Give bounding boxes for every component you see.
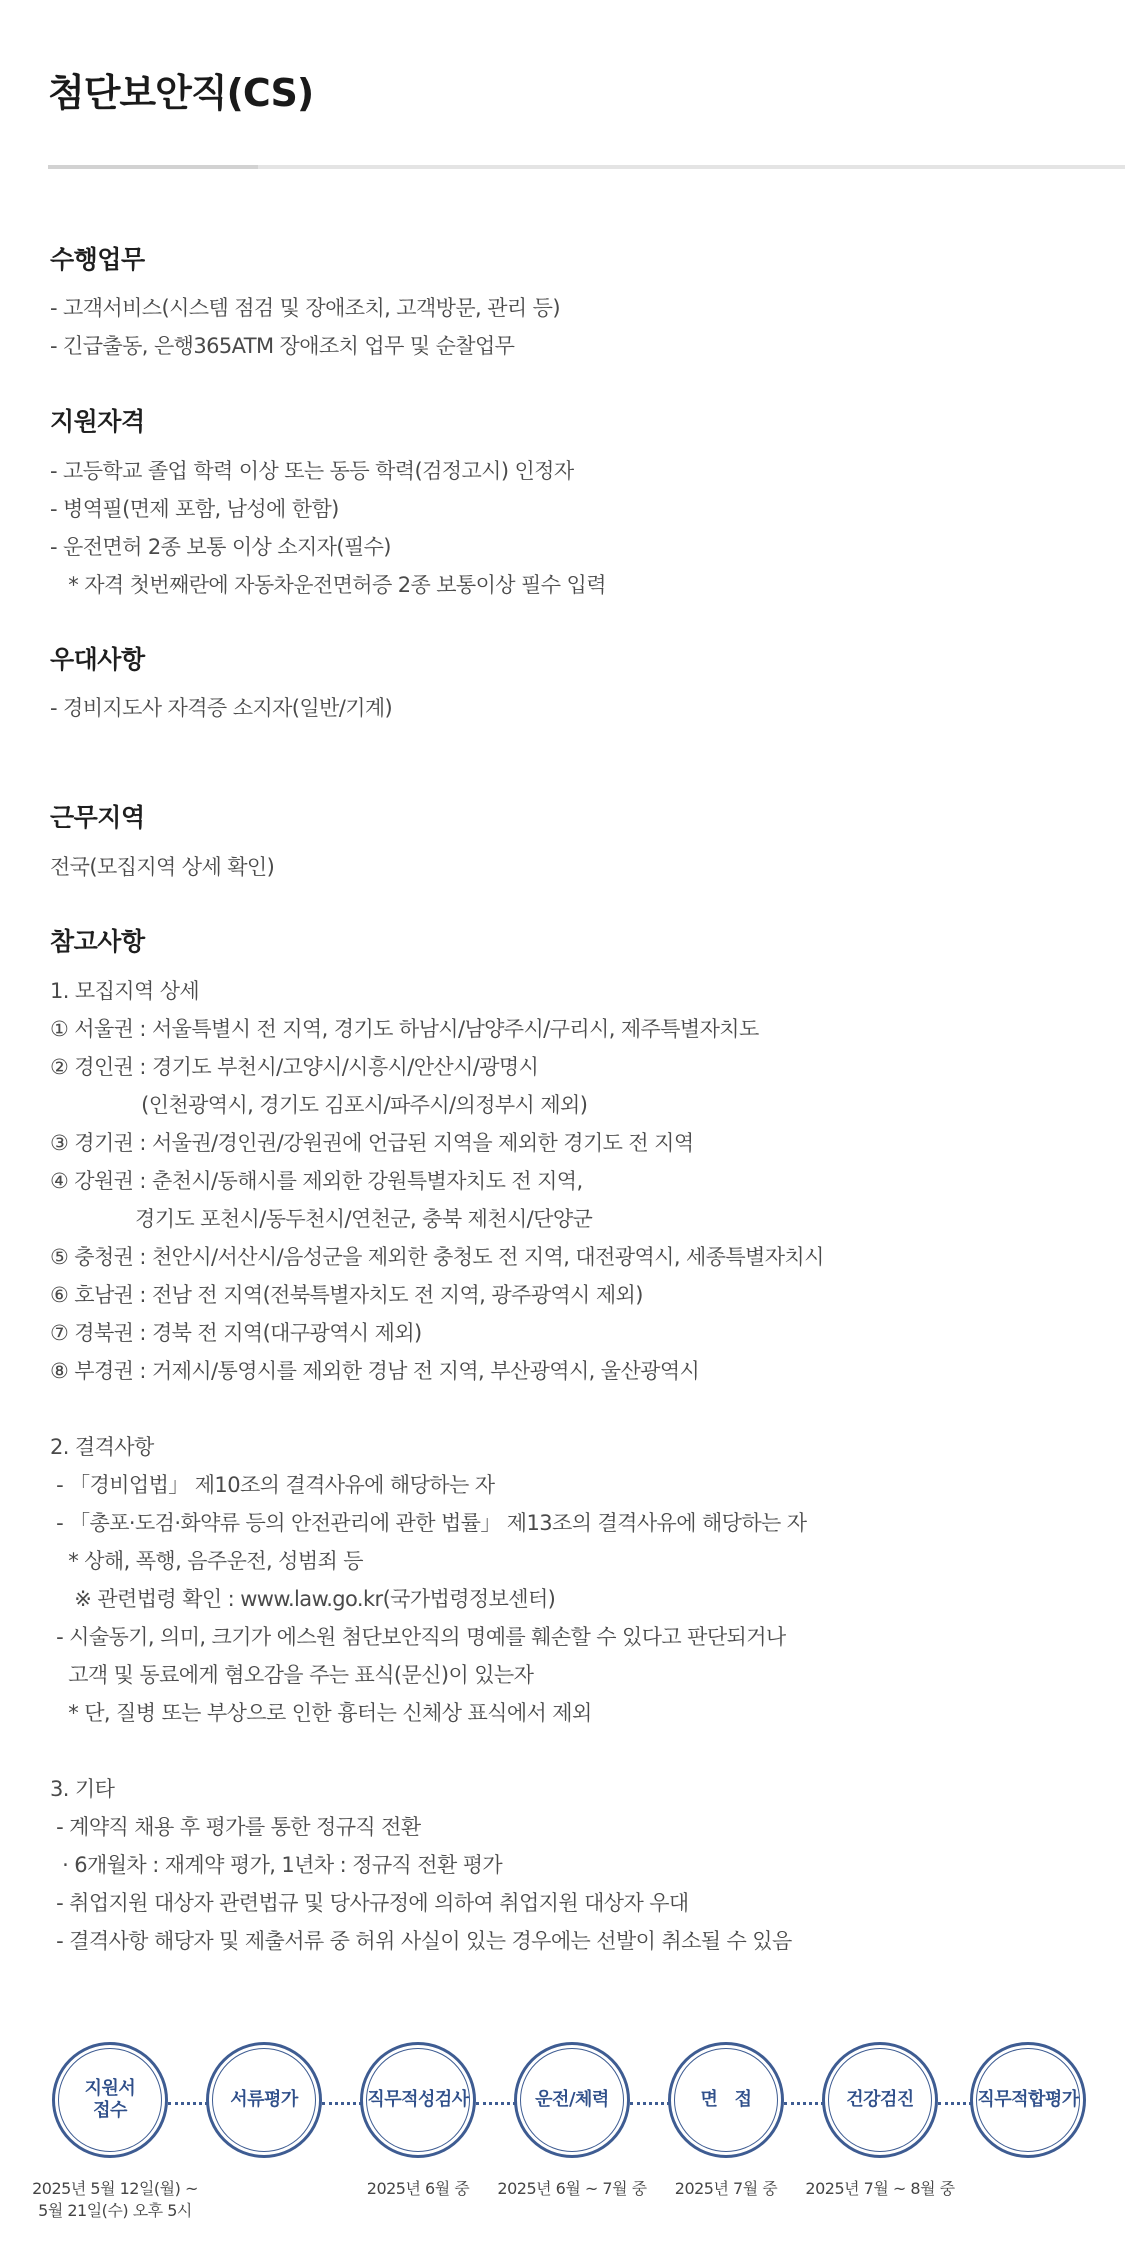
step-health-check bbox=[822, 2042, 938, 2158]
notes-line: ⑤ 충청권 : 천안시/서산시/음성군을 제외한 충청도 전 지역, 대전광역시, 세종특별자치시 bbox=[50, 1245, 824, 1269]
step-connector bbox=[630, 2102, 670, 2105]
notes-line: - 계약직 채용 후 평가를 통한 정규직 전환 bbox=[50, 1815, 421, 1839]
location-line: 전국(모집지역 상세 확인) bbox=[50, 855, 275, 879]
notes-line: · 6개월차 : 재계약 평가, 1년차 : 정규직 전환 평가 bbox=[50, 1853, 503, 1877]
qualifications-heading: 지원자격 bbox=[50, 407, 145, 436]
notes-line: 2. 결격사항 bbox=[50, 1435, 154, 1459]
step-date: 2025년 5월 12일(월) ~ 5월 21일(수) 오후 5시 bbox=[32, 2179, 198, 2220]
notes-line: ① 서울권 : 서울특별시 전 지역, 경기도 하남시/남양주시/구리시, 제주특별자치도 bbox=[50, 1017, 759, 1041]
notes-line: - 「총포·도검·화약류 등의 안전관리에 관한 법률」 제13조의 결격사유에 해당하는 자 bbox=[50, 1511, 807, 1535]
notes-line: ⑧ 부경권 : 거제시/통영시를 제외한 경남 전 지역, 부산광역시, 울산광역시 bbox=[50, 1359, 700, 1383]
step-date: 2025년 6월 중 bbox=[366, 2179, 470, 2198]
step-label: 서류평가 bbox=[230, 2089, 298, 2111]
notes-line: 3. 기타 bbox=[50, 1777, 115, 1801]
duties-line: - 고객서비스(시스템 점검 및 장애조치, 고객방문, 관리 등) bbox=[50, 296, 560, 320]
duties-line: - 긴급출동, 은행365ATM 장애조치 업무 및 순찰업무 bbox=[50, 334, 515, 358]
step-date: 2025년 7월 중 bbox=[674, 2179, 778, 2198]
preferences-line: - 경비지도사 자격증 소지자(일반/기계) bbox=[50, 696, 393, 720]
step-application bbox=[52, 2042, 168, 2158]
notes-line: ④ 강원권 : 춘천시/동해시를 제외한 강원특별자치도 전 지역, bbox=[50, 1169, 583, 1193]
step-connector bbox=[168, 2102, 208, 2105]
notes-heading: 참고사항 bbox=[50, 927, 145, 956]
step-document-review bbox=[206, 2042, 322, 2158]
step-label: 건강검진 bbox=[846, 2089, 914, 2111]
preferences-heading: 우대사항 bbox=[50, 645, 145, 674]
title-divider bbox=[48, 165, 1125, 169]
step-label: 지원서 접수 bbox=[84, 2078, 136, 2121]
step-label: 면 접 bbox=[700, 2089, 752, 2111]
notes-line: * 상해, 폭행, 음주운전, 성범죄 등 bbox=[50, 1549, 363, 1573]
notes-line: (인천광역시, 경기도 김포시/파주시/의정부시 제외) bbox=[50, 1093, 588, 1117]
notes-line: - 「경비업법」 제10조의 결격사유에 해당하는 자 bbox=[50, 1473, 495, 1497]
step-connector bbox=[322, 2102, 362, 2105]
notes-line: 경기도 포천시/동두천시/연천군, 충북 제천시/단양군 bbox=[50, 1207, 593, 1231]
notes-line: - 시술동기, 의미, 크기가 에스원 첨단보안직의 명예를 훼손할 수 있다고 판단되거나 bbox=[50, 1625, 786, 1649]
step-date: 2025년 7월 ~ 8월 중 bbox=[805, 2179, 955, 2198]
notes-line: 고객 및 동료에게 혐오감을 주는 표식(문신)이 있는자 bbox=[50, 1663, 534, 1687]
qualifications-line: - 병역필(면제 포함, 남성에 한함) bbox=[50, 497, 339, 521]
step-date: 2025년 6월 ~ 7월 중 bbox=[497, 2179, 647, 2198]
notes-line: ⑦ 경북권 : 경북 전 지역(대구광역시 제외) bbox=[50, 1321, 422, 1345]
step-aptitude-test bbox=[360, 2042, 476, 2158]
location-heading: 근무지역 bbox=[50, 803, 145, 832]
notes-line: ⑥ 호남권 : 전남 전 지역(전북특별자치도 전 지역, 광주광역시 제외) bbox=[50, 1283, 643, 1307]
step-connector bbox=[476, 2102, 516, 2105]
notes-line: 1. 모집지역 상세 bbox=[50, 979, 200, 1003]
step-label: 직무적합평가 bbox=[977, 2089, 1079, 2111]
notes-line: ※ 관련법령 확인 : www.law.go.kr(국가법령정보센터) bbox=[50, 1587, 556, 1611]
step-interview bbox=[668, 2042, 784, 2158]
qualifications-line: - 운전면허 2종 보통 이상 소지자(필수) bbox=[50, 535, 391, 559]
notes-line: - 결격사항 해당자 및 제출서류 중 허위 사실이 있는 경우에는 선발이 취소될 수 있음 bbox=[50, 1929, 792, 1953]
notes-line: - 취업지원 대상자 관련법규 및 당사규정에 의하여 취업지원 대상자 우대 bbox=[50, 1891, 689, 1915]
page-title: 첨단보안직(CS) bbox=[48, 71, 314, 115]
step-label: 운전/체력 bbox=[535, 2089, 609, 2111]
qualifications-line: * 자격 첫번째란에 자동차운전면허증 2종 보통이상 필수 입력 bbox=[50, 573, 606, 597]
step-job-fit-evaluation bbox=[970, 2042, 1086, 2158]
step-driving-fitness bbox=[514, 2042, 630, 2158]
step-connector bbox=[784, 2102, 824, 2105]
notes-line: ③ 경기권 : 서울권/경인권/강원권에 언급된 지역을 제외한 경기도 전 지역 bbox=[50, 1131, 694, 1155]
notes-line: * 단, 질병 또는 부상으로 인한 흉터는 신체상 표식에서 제외 bbox=[50, 1701, 592, 1725]
duties-heading: 수행업무 bbox=[50, 245, 145, 274]
qualifications-line: - 고등학교 졸업 학력 이상 또는 동등 학력(검정고시) 인정자 bbox=[50, 459, 574, 483]
step-label: 직무적성검사 bbox=[367, 2089, 469, 2111]
notes-line: ② 경인권 : 경기도 부천시/고양시/시흥시/안산시/광명시 bbox=[50, 1055, 539, 1079]
